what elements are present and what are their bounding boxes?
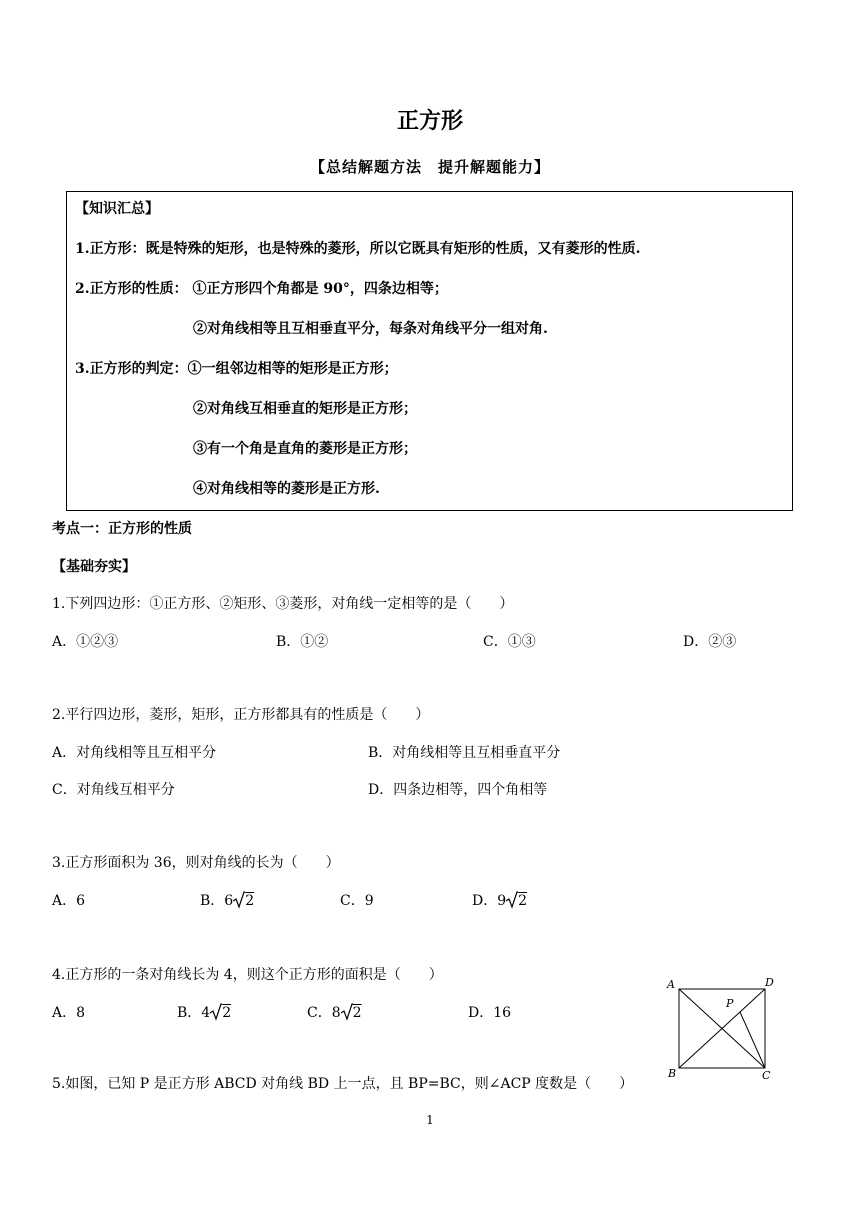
question-3-option-b [200,890,254,910]
question-1-option-c: C．①③ [483,634,536,650]
vertex-c-label: C [762,1069,771,1082]
question-2-option-c: C．对角线互相平分 [52,782,175,798]
question-4-option-a: A．8 [52,1005,86,1021]
page-number: 1 [426,1113,434,1127]
radicand: 2 [352,1005,362,1021]
basic-heading: 【基础夯实】 [52,559,136,575]
section-heading: 考点一：正方形的性质 [52,521,192,537]
knowledge-box [66,191,793,511]
sqrt-symbol [210,1003,222,1021]
question-5-stem: 5.如图，已知 P 是正方形 ABCD 对角线 BD 上一点，且 BP=BC，则∠ACP 度数是（ ） [52,1076,634,1092]
knowledge-point-1: 1.正方形：既是特殊的矩形，也是特殊的菱形，所以它既具有矩形的性质，又有菱形的性质. [75,241,641,257]
question-1-option-d: D．②③ [683,634,737,650]
point-p-label: P [726,997,734,1010]
question-1-option-a: A．①②③ [52,634,119,650]
square-diagram [664,975,784,1085]
question-2-stem: 2.平行四边形，菱形，矩形，正方形都具有的性质是（ ） [52,707,430,723]
radical-coefficient: 6 [224,893,234,909]
knowledge-header: 【知识汇总】 [75,201,159,217]
knowledge-point-3b: ②对角线互相垂直的矩形是正方形； [193,401,417,417]
option-letter-coef: B．4 [177,1005,211,1021]
vertex-d-label: D [765,976,774,989]
knowledge-point-3a: 3.正方形的判定：①一组邻边相等的矩形是正方形； [75,361,398,377]
question-3-stem: 3.正方形面积为 36，则对角线的长为（ ） [52,855,340,871]
page-subtitle: 【总结解题方法 提升解题能力】 [309,158,550,176]
question-2-option-a: A．对角线相等且互相平分 [52,745,217,761]
option-letter: B． [200,893,225,909]
sqrt-symbol [341,1003,353,1021]
question-4-option-b [177,1002,231,1022]
option-letter-coef: C．8 [307,1005,341,1021]
knowledge-point-2a: 2.正方形的性质： ①正方形四个角都是 90°，四条边相等； [75,281,448,297]
question-3-option-c: C．9 [340,893,374,909]
knowledge-point-3d: ④对角线相等的菱形是正方形. [193,481,380,497]
sqrt-symbol [506,891,518,909]
question-3-option-a: A．6 [52,893,86,909]
sqrt-symbol [233,891,245,909]
question-1-option-b: B．①② [276,634,329,650]
question-2-option-d: D．四条边相等，四个角相等 [368,782,548,798]
radicand: 2 [245,893,255,909]
vertex-a-label: A [667,978,675,991]
question-3-option-d [472,890,527,910]
question-4-stem: 4.正方形的一条对角线长为 4，则这个正方形的面积是（ ） [52,967,443,983]
radicand: 2 [222,1005,232,1021]
radical-coefficient: 9 [497,893,507,909]
knowledge-point-2b: ②对角线相等且互相垂直平分，每条对角线平分一组对角. [193,321,548,337]
square-figure [664,975,784,1085]
question-4-option-d: D．16 [468,1005,512,1021]
question-2-option-b: B．对角线相等且互相垂直平分 [368,745,561,761]
knowledge-point-3c: ③有一个角是直角的菱形是正方形； [193,441,417,457]
option-letter: D． [472,893,498,909]
radicand: 2 [518,893,528,909]
vertex-b-label: B [668,1067,677,1080]
question-4-option-c [307,1002,362,1022]
question-1-stem: 1.下列四边形：①正方形、②矩形、③菱形，对角线一定相等的是（ ） [52,596,514,612]
page-title: 正方形 [396,109,463,134]
